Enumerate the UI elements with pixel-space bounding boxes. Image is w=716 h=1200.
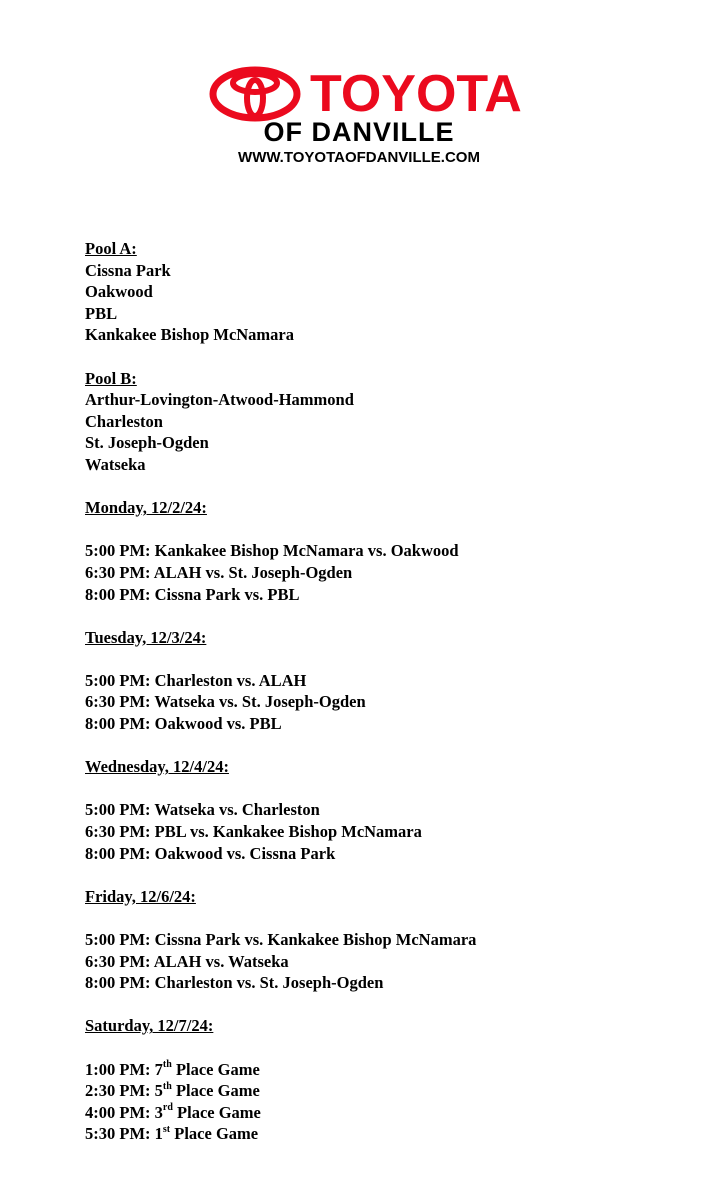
game-line: 5:00 PM: Cissna Park vs. Kankakee Bishop McNamara (85, 930, 477, 949)
game-line: 8:00 PM: Oakwood vs. Cissna Park (85, 843, 336, 863)
team-name: Cissna Park (85, 260, 171, 280)
brand-name: TOYOTA (310, 65, 522, 123)
day-wednesday (85, 756, 685, 864)
pool-b (85, 368, 685, 476)
day-tuesday (85, 627, 685, 735)
placement-game-line (85, 1102, 685, 1124)
pool-title: Pool A: (85, 239, 137, 258)
pool-a (85, 238, 685, 346)
tournament-schedule (85, 238, 685, 1145)
day-heading: Tuesday, 12/3/24: (85, 627, 207, 647)
dealer-website: WWW.TOYOTAOFDANVILLE.COM (238, 149, 480, 166)
game-line: 5:00 PM: Kankakee Bishop McNamara vs. Oakwood (85, 541, 459, 561)
day-saturday (85, 1015, 685, 1145)
game-line: 6:30 PM: ALAH vs. St. Joseph-Ogden (85, 562, 353, 582)
game-time: 2:30 PM: (85, 1081, 151, 1101)
team-name: PBL (85, 303, 118, 323)
game-line: 8:00 PM: Cissna Park vs. PBL (85, 584, 300, 604)
team-name: Watseka (85, 454, 146, 474)
place-number: 7 (154, 1059, 163, 1079)
game-line: 5:00 PM: Watseka vs. Charleston (85, 800, 320, 820)
place-number: 5 (154, 1081, 163, 1101)
game-line: 8:00 PM: Charleston vs. St. Joseph-Ogden (85, 973, 384, 993)
game-label: Place Game (175, 1059, 260, 1079)
game-line: 5:00 PM: Charleston vs. ALAH (85, 670, 307, 690)
place-suffix: th (162, 1059, 172, 1071)
team-name: Arthur-Lovington-Atwood-Hammond (85, 390, 354, 410)
place-number: 1 (154, 1124, 163, 1144)
team-name: Kankakee Bishop McNamara (85, 325, 295, 345)
day-heading: Saturday, 12/7/24: (85, 1016, 214, 1036)
day-heading: Friday, 12/6/24: (85, 886, 196, 906)
game-line: 8:00 PM: Oakwood vs. PBL (85, 714, 282, 734)
team-name: St. Joseph-Ogden (85, 433, 209, 453)
day-heading: Monday, 12/2/24: (85, 498, 207, 518)
toyota-emblem-icon (209, 66, 301, 122)
dealer-name: OF DANVILLE (263, 117, 455, 147)
game-label: Place Game (177, 1102, 261, 1122)
game-line: 6:30 PM: PBL vs. Kankakee Bishop McNamara (85, 822, 422, 842)
day-heading: Wednesday, 12/4/24: (85, 757, 229, 777)
day-friday (85, 886, 685, 994)
pool-title: Pool B: (85, 368, 137, 388)
dealer-logo (0, 62, 716, 172)
placement-game-line (85, 1123, 685, 1145)
game-label: Place Game (175, 1081, 260, 1101)
place-number: 3 (154, 1102, 163, 1122)
game-line: 6:30 PM: ALAH vs. Watseka (85, 951, 289, 971)
game-time: 4:00 PM: (85, 1102, 151, 1122)
placement-game-line (85, 1059, 685, 1081)
place-suffix: th (162, 1080, 172, 1092)
game-line: 6:30 PM: Watseka vs. St. Joseph-Ogden (85, 692, 366, 712)
game-time: 1:00 PM: (85, 1059, 151, 1079)
game-time: 5:30 PM: (85, 1124, 151, 1144)
day-monday (85, 497, 685, 605)
place-suffix: st (162, 1123, 171, 1135)
team-name: Charleston (85, 411, 163, 431)
placement-game-line (85, 1080, 685, 1102)
game-label: Place Game (174, 1124, 259, 1144)
team-name: Oakwood (85, 282, 153, 302)
place-suffix: rd (162, 1102, 173, 1114)
